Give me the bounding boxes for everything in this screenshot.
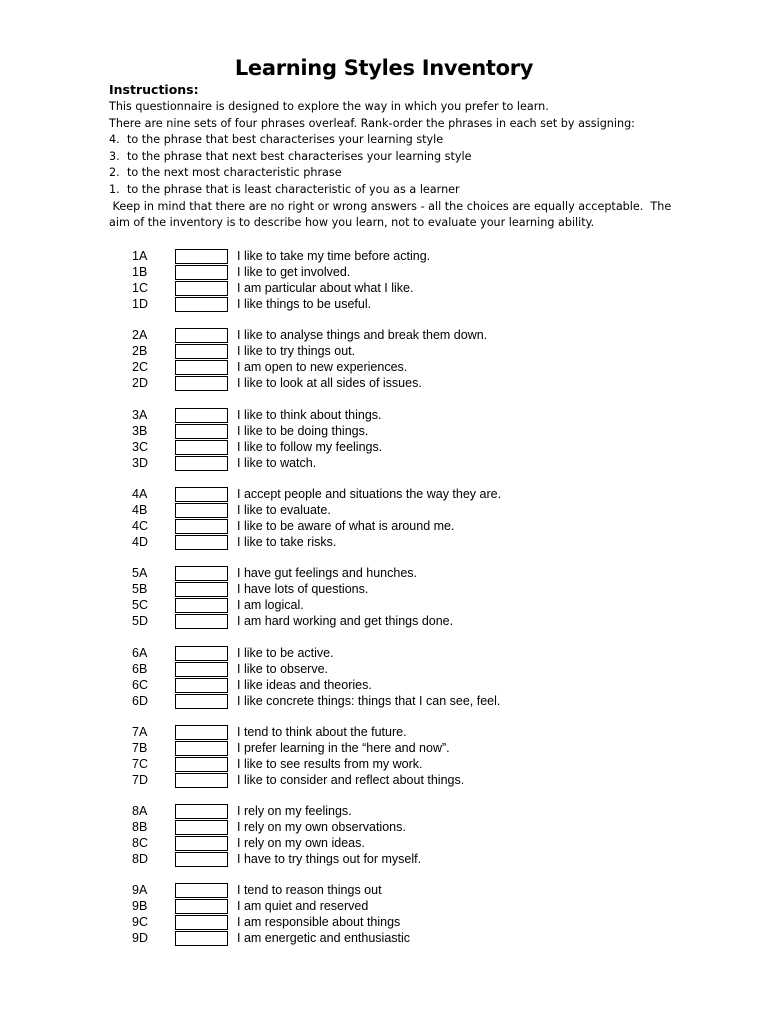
question-item [0, 613, 768, 629]
instructions-heading: Instructions: [109, 82, 199, 97]
rank-instruction [109, 165, 669, 182]
item-phrase: I tend to think about the future. [237, 724, 407, 739]
rank-input-box[interactable] [175, 931, 228, 946]
rank-input-box[interactable] [175, 376, 228, 391]
rank-input-box[interactable] [175, 360, 228, 375]
rank-instruction [109, 182, 669, 199]
question-item [0, 772, 768, 788]
item-code: 9B [132, 899, 148, 914]
item-code: 8A [132, 804, 148, 819]
rank-description: to the phrase that next best characterises your learning style [127, 149, 472, 163]
question-item [0, 359, 768, 375]
rank-input-box[interactable] [175, 535, 228, 550]
question-set [0, 803, 768, 867]
item-code: 7B [132, 740, 148, 755]
question-item [0, 486, 768, 502]
rank-input-box[interactable] [175, 883, 228, 898]
question-set [0, 486, 768, 550]
rank-description: to the next most characteristic phrase [127, 166, 342, 180]
question-item [0, 534, 768, 550]
item-phrase: I am quiet and reserved [237, 899, 369, 914]
item-code: 7A [132, 724, 148, 739]
item-phrase: I like to consider and reflect about things. [237, 772, 465, 787]
question-set [0, 327, 768, 391]
item-code: 3D [132, 455, 148, 470]
item-code: 1D [132, 297, 148, 311]
question-item [0, 898, 768, 914]
question-item [0, 819, 768, 835]
question-item [0, 423, 768, 439]
instruction-line: There are nine sets of four phrases overleaf. Rank-order the phrases in each set by assigning: [109, 116, 635, 130]
rank-number: 3. [109, 149, 120, 163]
question-item [0, 724, 768, 740]
item-code: 2C [132, 360, 148, 375]
rank-input-box[interactable] [175, 487, 228, 502]
question-set [0, 645, 768, 709]
rank-input-box[interactable] [175, 424, 228, 439]
question-item [0, 375, 768, 391]
item-phrase: I am logical. [237, 598, 304, 613]
question-item [0, 248, 768, 264]
question-item [0, 914, 768, 930]
item-code: 6A [132, 645, 148, 660]
item-phrase: I like to get involved. [237, 265, 351, 279]
question-item [0, 343, 768, 359]
rank-input-box[interactable] [175, 899, 228, 914]
question-set [0, 407, 768, 471]
rank-input-box[interactable] [175, 265, 228, 280]
item-phrase: I like to see results from my work. [237, 756, 423, 771]
rank-input-box[interactable] [175, 582, 228, 597]
item-code: 8D [132, 852, 148, 867]
rank-input-box[interactable] [175, 694, 228, 709]
question-set [0, 882, 768, 946]
rank-input-box[interactable] [175, 614, 228, 629]
rank-input-box[interactable] [175, 408, 228, 423]
item-code: 5B [132, 582, 148, 597]
rank-input-box[interactable] [175, 344, 228, 359]
question-item [0, 597, 768, 613]
item-code: 1B [132, 265, 148, 279]
item-phrase: I am open to new experiences. [237, 360, 408, 375]
item-code: 3C [132, 439, 148, 454]
item-phrase: I am energetic and enthusiastic [237, 931, 411, 946]
item-code: 8C [132, 836, 148, 851]
page-title: Learning Styles Inventory [234, 56, 534, 80]
item-phrase: I like to be doing things. [237, 423, 369, 438]
item-phrase: I have gut feelings and hunches. [237, 566, 417, 581]
item-phrase: I like things to be useful. [237, 297, 372, 311]
rank-input-box[interactable] [175, 297, 228, 312]
rank-input-box[interactable] [175, 440, 228, 455]
question-set [0, 565, 768, 629]
rank-input-box[interactable] [175, 820, 228, 835]
rank-input-box[interactable] [175, 249, 228, 264]
rank-input-box[interactable] [175, 915, 228, 930]
item-phrase: I like to be aware of what is around me. [237, 518, 455, 533]
item-phrase: I like to try things out. [237, 344, 356, 359]
rank-input-box[interactable] [175, 678, 228, 693]
item-code: 2D [132, 376, 148, 391]
rank-input-box[interactable] [175, 757, 228, 772]
question-set [0, 248, 768, 312]
item-code: 5A [132, 566, 148, 581]
rank-input-box[interactable] [175, 773, 228, 788]
rank-input-box[interactable] [175, 566, 228, 581]
item-phrase: I am hard working and get things done. [237, 614, 454, 629]
instruction-line: Keep in mind that there are no right or wrong answers - all the choices are equally acceptable. The [109, 199, 672, 213]
item-code: 1C [132, 281, 148, 295]
rank-input-box[interactable] [175, 598, 228, 613]
item-phrase: I accept people and situations the way they are. [237, 486, 502, 501]
rank-input-box[interactable] [175, 852, 228, 867]
rank-input-box[interactable] [175, 725, 228, 740]
rank-instruction [109, 149, 669, 166]
item-phrase: I like to follow my feelings. [237, 439, 383, 454]
item-code: 7C [132, 756, 148, 771]
item-phrase: I rely on my feelings. [237, 804, 352, 819]
item-phrase: I rely on my own observations. [237, 820, 406, 835]
item-phrase: I am responsible about things [237, 915, 401, 930]
item-phrase: I like to observe. [237, 661, 329, 676]
rank-input-box[interactable] [175, 328, 228, 343]
rank-input-box[interactable] [175, 646, 228, 661]
item-code: 6D [132, 693, 148, 708]
question-item [0, 518, 768, 534]
question-item [0, 455, 768, 471]
rank-number: 2. [109, 166, 120, 180]
item-code: 2B [132, 344, 148, 359]
item-code: 4D [132, 534, 148, 549]
item-phrase: I like ideas and theories. [237, 677, 372, 692]
question-item [0, 661, 768, 677]
item-phrase: I prefer learning in the “here and now”. [237, 740, 450, 755]
item-code: 6B [132, 661, 148, 676]
item-code: 6C [132, 677, 148, 692]
rank-description: to the phrase that best characterises your learning style [127, 133, 444, 147]
question-item [0, 439, 768, 455]
rank-input-box[interactable] [175, 836, 228, 851]
item-code: 9D [132, 931, 148, 946]
item-code: 3B [132, 423, 148, 438]
question-item [0, 803, 768, 819]
question-item [0, 327, 768, 343]
rank-number: 4. [109, 133, 120, 147]
question-item [0, 756, 768, 772]
question-item [0, 264, 768, 280]
item-phrase: I have to try things out for myself. [237, 852, 422, 867]
question-item [0, 645, 768, 661]
item-phrase: I tend to reason things out [237, 883, 382, 898]
question-item [0, 740, 768, 756]
item-code: 1A [132, 249, 148, 263]
question-item [0, 280, 768, 296]
item-phrase: I like to be active. [237, 645, 334, 660]
question-item [0, 407, 768, 423]
instructions [109, 82, 672, 232]
item-phrase: I like to watch. [237, 455, 317, 470]
rank-input-box[interactable] [175, 804, 228, 819]
question-item [0, 930, 768, 946]
rank-input-box[interactable] [175, 662, 228, 677]
question-item [0, 882, 768, 898]
item-phrase: I like to take risks. [237, 534, 337, 549]
item-code: 5D [132, 614, 148, 629]
item-phrase: I like to look at all sides of issues. [237, 376, 422, 391]
question-item [0, 677, 768, 693]
item-code: 9C [132, 915, 148, 930]
rank-input-box[interactable] [175, 281, 228, 296]
item-phrase: I like concrete things: things that I can see, feel. [237, 693, 501, 708]
question-item [0, 502, 768, 518]
item-code: 4C [132, 518, 148, 533]
question-item [0, 581, 768, 597]
question-item [0, 851, 768, 867]
item-code: 3A [132, 407, 148, 422]
rank-description: to the phrase that is least characteristic of you as a learner [127, 182, 460, 196]
item-code: 4A [132, 486, 148, 501]
rank-input-box[interactable] [175, 741, 228, 756]
item-phrase: I am particular about what I like. [237, 281, 414, 295]
item-phrase: I like to take my time before acting. [237, 249, 431, 263]
item-code: 8B [132, 820, 148, 835]
item-phrase: I like to analyse things and break them down. [237, 328, 488, 343]
item-code: 2A [132, 328, 148, 343]
rank-input-box[interactable] [175, 519, 228, 534]
rank-input-box[interactable] [175, 456, 228, 471]
rank-instruction [109, 132, 669, 149]
rank-number: 1. [109, 182, 120, 196]
instruction-line: aim of the inventory is to describe how you learn, not to evaluate your learning ability. [109, 216, 595, 230]
question-item [0, 296, 768, 312]
question-set [0, 724, 768, 788]
item-code: 4B [132, 502, 148, 517]
question-item [0, 693, 768, 709]
question-item [0, 835, 768, 851]
instruction-line: This questionnaire is designed to explore the way in which you prefer to learn. [109, 100, 549, 113]
item-code: 9A [132, 883, 148, 898]
item-code: 7D [132, 772, 148, 787]
item-phrase: I like to evaluate. [237, 502, 331, 517]
item-phrase: I rely on my own ideas. [237, 836, 365, 851]
item-code: 5C [132, 598, 148, 613]
question-item [0, 565, 768, 581]
item-phrase: I have lots of questions. [237, 582, 369, 597]
item-phrase: I like to think about things. [237, 407, 382, 422]
rank-input-box[interactable] [175, 503, 228, 518]
